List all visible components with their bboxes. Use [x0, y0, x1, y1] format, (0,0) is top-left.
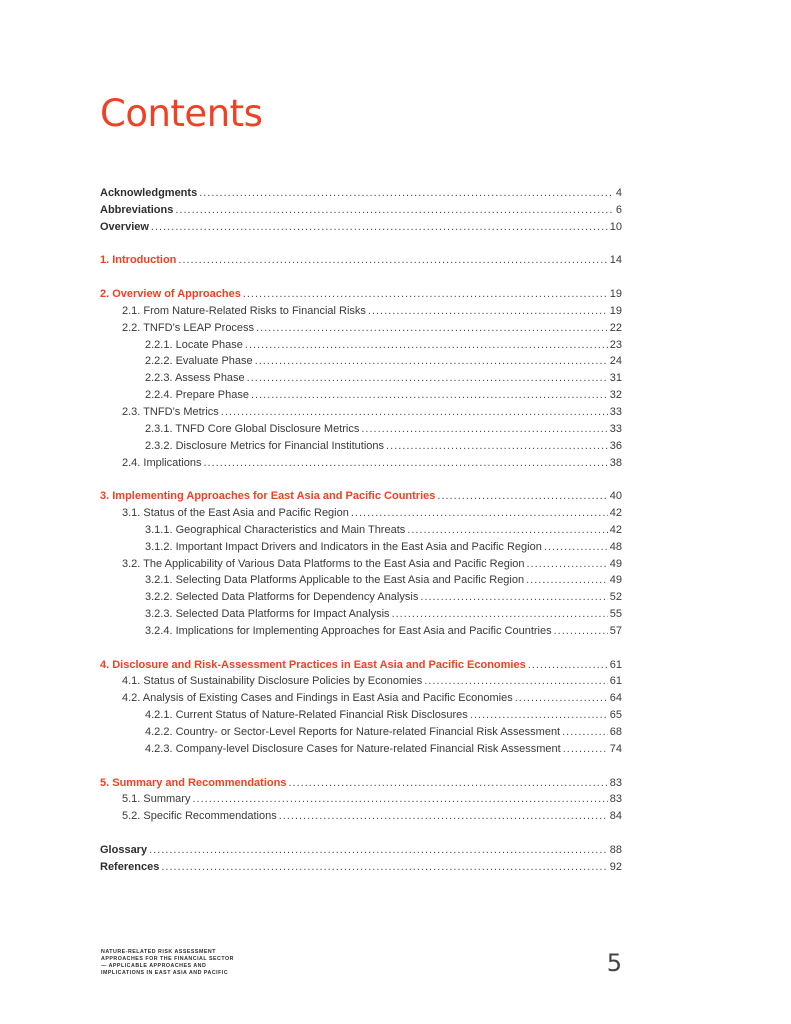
toc-leader-dots [470, 707, 608, 724]
toc-entry[interactable] [100, 252, 622, 269]
toc-entry[interactable] [100, 673, 622, 690]
toc-entry-page: 55 [609, 608, 622, 621]
toc-entry-label: Glossary [100, 843, 148, 856]
toc-entry-label: 3.1.2. Important Impact Drivers and Indicators in the East Asia and Pacific Region [145, 540, 542, 553]
toc-entry-page: 92 [609, 860, 622, 873]
toc-leader-dots [255, 353, 608, 370]
toc-leader-dots [351, 505, 608, 522]
toc-leader-dots [437, 488, 607, 505]
toc-entry-page: 65 [609, 709, 622, 722]
toc-entry-label: 2.2. TNFD’s LEAP Process [122, 321, 255, 334]
toc-entry-page: 57 [609, 624, 622, 637]
toc-entry-label: 2.2.2. Evaluate Phase [145, 355, 253, 368]
toc-leader-dots [526, 572, 608, 589]
footer-line: — APPLICABLE APPROACHES AND [101, 963, 207, 969]
toc-leader-dots [245, 337, 608, 354]
toc-entry-label: 3.2.1. Selecting Data Platforms Applicable to the East Asia and Pacific Region [145, 574, 525, 587]
footer-publication-title [101, 949, 251, 977]
toc-entry-label: 4.2.1. Current Status of Nature-Related Financial Risk Disclosures [145, 709, 468, 722]
toc-leader-dots [243, 286, 608, 303]
toc-entry-page: 83 [609, 793, 622, 806]
toc-entry-page: 31 [609, 372, 622, 385]
toc-entry-page: 36 [609, 439, 622, 452]
toc-leader-dots [161, 859, 607, 876]
toc-entry[interactable] [100, 572, 622, 589]
toc-leader-dots [563, 741, 608, 758]
toc-entry-label: 5.1. Summary [122, 793, 191, 806]
toc-entry-label: 4.1. Status of Sustainability Disclosure Policies by Economies [122, 675, 423, 688]
toc-leader-dots [392, 606, 608, 623]
toc-leader-dots [178, 252, 607, 269]
toc-entry-page: 10 [609, 220, 622, 233]
toc-entry-label: 2.2.1. Locate Phase [145, 338, 243, 351]
toc-leader-dots [247, 370, 608, 387]
toc-entry-label: 2.2.3. Assess Phase [145, 372, 245, 385]
toc-entry[interactable] [100, 421, 622, 438]
toc-leader-dots [199, 185, 614, 202]
page-title: Contents [100, 92, 263, 135]
toc-leader-dots [256, 320, 608, 337]
toc-entry[interactable] [100, 724, 622, 741]
toc-entry[interactable] [100, 404, 622, 421]
toc-entry-page: 32 [609, 389, 622, 402]
toc-entry-page: 48 [609, 540, 622, 553]
toc-entry-label: 3.2.2. Selected Data Platforms for Dependency Analysis [145, 591, 419, 604]
toc-leader-dots [192, 791, 607, 808]
toc-entry[interactable] [100, 202, 622, 219]
toc-entry[interactable] [100, 741, 622, 758]
toc-entry-page: 88 [609, 843, 622, 856]
toc-leader-dots [420, 589, 607, 606]
toc-leader-dots [554, 623, 608, 640]
toc-entry[interactable] [100, 556, 622, 573]
toc-entry-label: 4.2.3. Company-level Disclosure Cases for Nature-related Financial Risk Assessment [145, 742, 561, 755]
toc-leader-dots [151, 219, 608, 236]
toc-entry[interactable] [100, 320, 622, 337]
toc-entry-page: 23 [609, 338, 622, 351]
toc-entry[interactable] [100, 707, 622, 724]
table-of-contents [100, 185, 622, 876]
toc-entry-label: Overview [100, 220, 149, 233]
toc-leader-dots [203, 455, 607, 472]
toc-entry-page: 49 [609, 557, 622, 570]
toc-entry-label: 3.2. The Applicability of Various Data Platforms to the East Asia and Pacific Region [122, 557, 525, 570]
toc-entry[interactable] [100, 623, 622, 640]
toc-leader-dots [279, 808, 608, 825]
toc-leader-dots [528, 657, 608, 674]
toc-entry-page: 74 [609, 742, 622, 755]
toc-entry-page: 61 [609, 658, 622, 671]
toc-entry[interactable] [100, 387, 622, 404]
toc-leader-dots [251, 387, 608, 404]
toc-entry-label: 4.2.2. Country- or Sector-Level Reports for Nature-related Financial Risk Assessment [145, 726, 561, 738]
toc-entry[interactable] [100, 438, 622, 455]
toc-entry-page: 6 [615, 203, 622, 216]
toc-entry-label: Acknowledgments [100, 187, 198, 199]
toc-leader-dots [424, 673, 608, 690]
toc-entry-label: Abbreviations [100, 203, 174, 216]
toc-entry[interactable] [100, 219, 622, 236]
toc-entry-page: 22 [609, 321, 622, 334]
toc-leader-dots [562, 724, 608, 741]
toc-entry-label: 4. Disclosure and Risk-Assessment Practices in East Asia and Pacific Economies [100, 658, 526, 671]
toc-entry[interactable] [100, 589, 622, 606]
toc-entry[interactable] [100, 185, 622, 202]
toc-entry-page: 24 [609, 355, 622, 368]
toc-leader-dots [407, 522, 607, 539]
toc-entry-label: 3.1.1. Geographical Characteristics and Main Threats [145, 523, 406, 536]
footer-line: NATURE-RELATED RISK ASSESSMENT [101, 949, 216, 955]
toc-entry-label: References [100, 860, 160, 873]
toc-entry-page: 83 [609, 776, 622, 789]
page-number: 5 [606, 949, 622, 977]
toc-entry-page: 40 [609, 490, 622, 503]
toc-entry-label: 5. Summary and Recommendations [100, 776, 287, 789]
toc-entry[interactable] [100, 455, 622, 472]
toc-entry[interactable] [100, 842, 622, 859]
toc-entry[interactable] [100, 539, 622, 556]
toc-entry-page: 52 [609, 591, 622, 604]
toc-entry-label: 2.3. TNFD’s Metrics [122, 405, 219, 418]
toc-entry-label: 3.1. Status of the East Asia and Pacific Region [122, 507, 349, 520]
toc-entry[interactable] [100, 286, 622, 303]
toc-leader-dots [361, 421, 607, 438]
toc-entry-label: 2.1. From Nature-Related Risks to Financial Risks [122, 304, 366, 317]
toc-entry-label: 3.2.3. Selected Data Platforms for Impact Analysis [145, 608, 390, 621]
toc-entry[interactable] [100, 791, 622, 808]
toc-leader-dots [515, 690, 608, 707]
toc-entry[interactable] [100, 370, 622, 387]
toc-leader-dots [544, 539, 608, 556]
toc-entry-page: 38 [609, 456, 622, 469]
toc-entry-page: 64 [609, 692, 622, 705]
toc-entry-page: 84 [609, 810, 622, 823]
toc-entry-label: 2.2.4. Prepare Phase [145, 389, 249, 402]
toc-entry-page: 33 [609, 405, 622, 418]
toc-entry[interactable] [100, 775, 622, 792]
toc-entry-label: 2. Overview of Approaches [100, 288, 241, 301]
toc-entry[interactable] [100, 606, 622, 623]
toc-entry[interactable] [100, 657, 622, 674]
toc-entry-label: 4.2. Analysis of Existing Cases and Findings in East Asia and Pacific Economies [122, 692, 513, 705]
toc-entry-label: 1. Introduction [100, 254, 177, 267]
footer-line: IMPLICATIONS IN EAST ASIA AND PACIFIC [101, 970, 229, 976]
toc-entry-page: 42 [609, 523, 622, 536]
toc-entry-page: 19 [609, 288, 622, 301]
toc-entry[interactable] [100, 690, 622, 707]
toc-leader-dots [288, 775, 607, 792]
toc-leader-dots [386, 438, 608, 455]
toc-entry-page: 42 [609, 507, 622, 520]
toc-leader-dots [527, 556, 608, 573]
toc-entry[interactable] [100, 353, 622, 370]
toc-entry-label: 3.2.4. Implications for Implementing Approaches for East Asia and Pacific Countries [145, 624, 552, 637]
toc-entry-page: 68 [609, 726, 622, 738]
toc-entry-label: 2.3.1. TNFD Core Global Disclosure Metrics [145, 422, 360, 435]
toc-leader-dots [221, 404, 608, 421]
toc-entry[interactable] [100, 488, 622, 505]
toc-entry-label: 3. Implementing Approaches for East Asia and Pacific Countries [100, 490, 436, 503]
toc-entry-page: 61 [609, 675, 622, 688]
footer-line: APPROACHES FOR THE FINANCIAL SECTOR [101, 956, 234, 962]
toc-entry-label: 2.3.2. Disclosure Metrics for Financial Institutions [145, 439, 385, 452]
toc-entry-page: 14 [609, 254, 622, 267]
toc-entry-page: 19 [609, 304, 622, 317]
toc-leader-dots [368, 303, 608, 320]
toc-entry[interactable] [100, 303, 622, 320]
toc-leader-dots [149, 842, 608, 859]
toc-entry-page: 4 [615, 187, 622, 199]
toc-entry-page: 33 [609, 422, 622, 435]
toc-entry[interactable] [100, 505, 622, 522]
toc-entry[interactable] [100, 337, 622, 354]
toc-entry-label: 5.2. Specific Recommendations [122, 810, 277, 823]
toc-entry[interactable] [100, 808, 622, 825]
toc-entry-label: 2.4. Implications [122, 456, 202, 469]
toc-leader-dots [175, 202, 614, 219]
toc-entry[interactable] [100, 859, 622, 876]
toc-entry[interactable] [100, 522, 622, 539]
toc-entry-page: 49 [609, 574, 622, 587]
